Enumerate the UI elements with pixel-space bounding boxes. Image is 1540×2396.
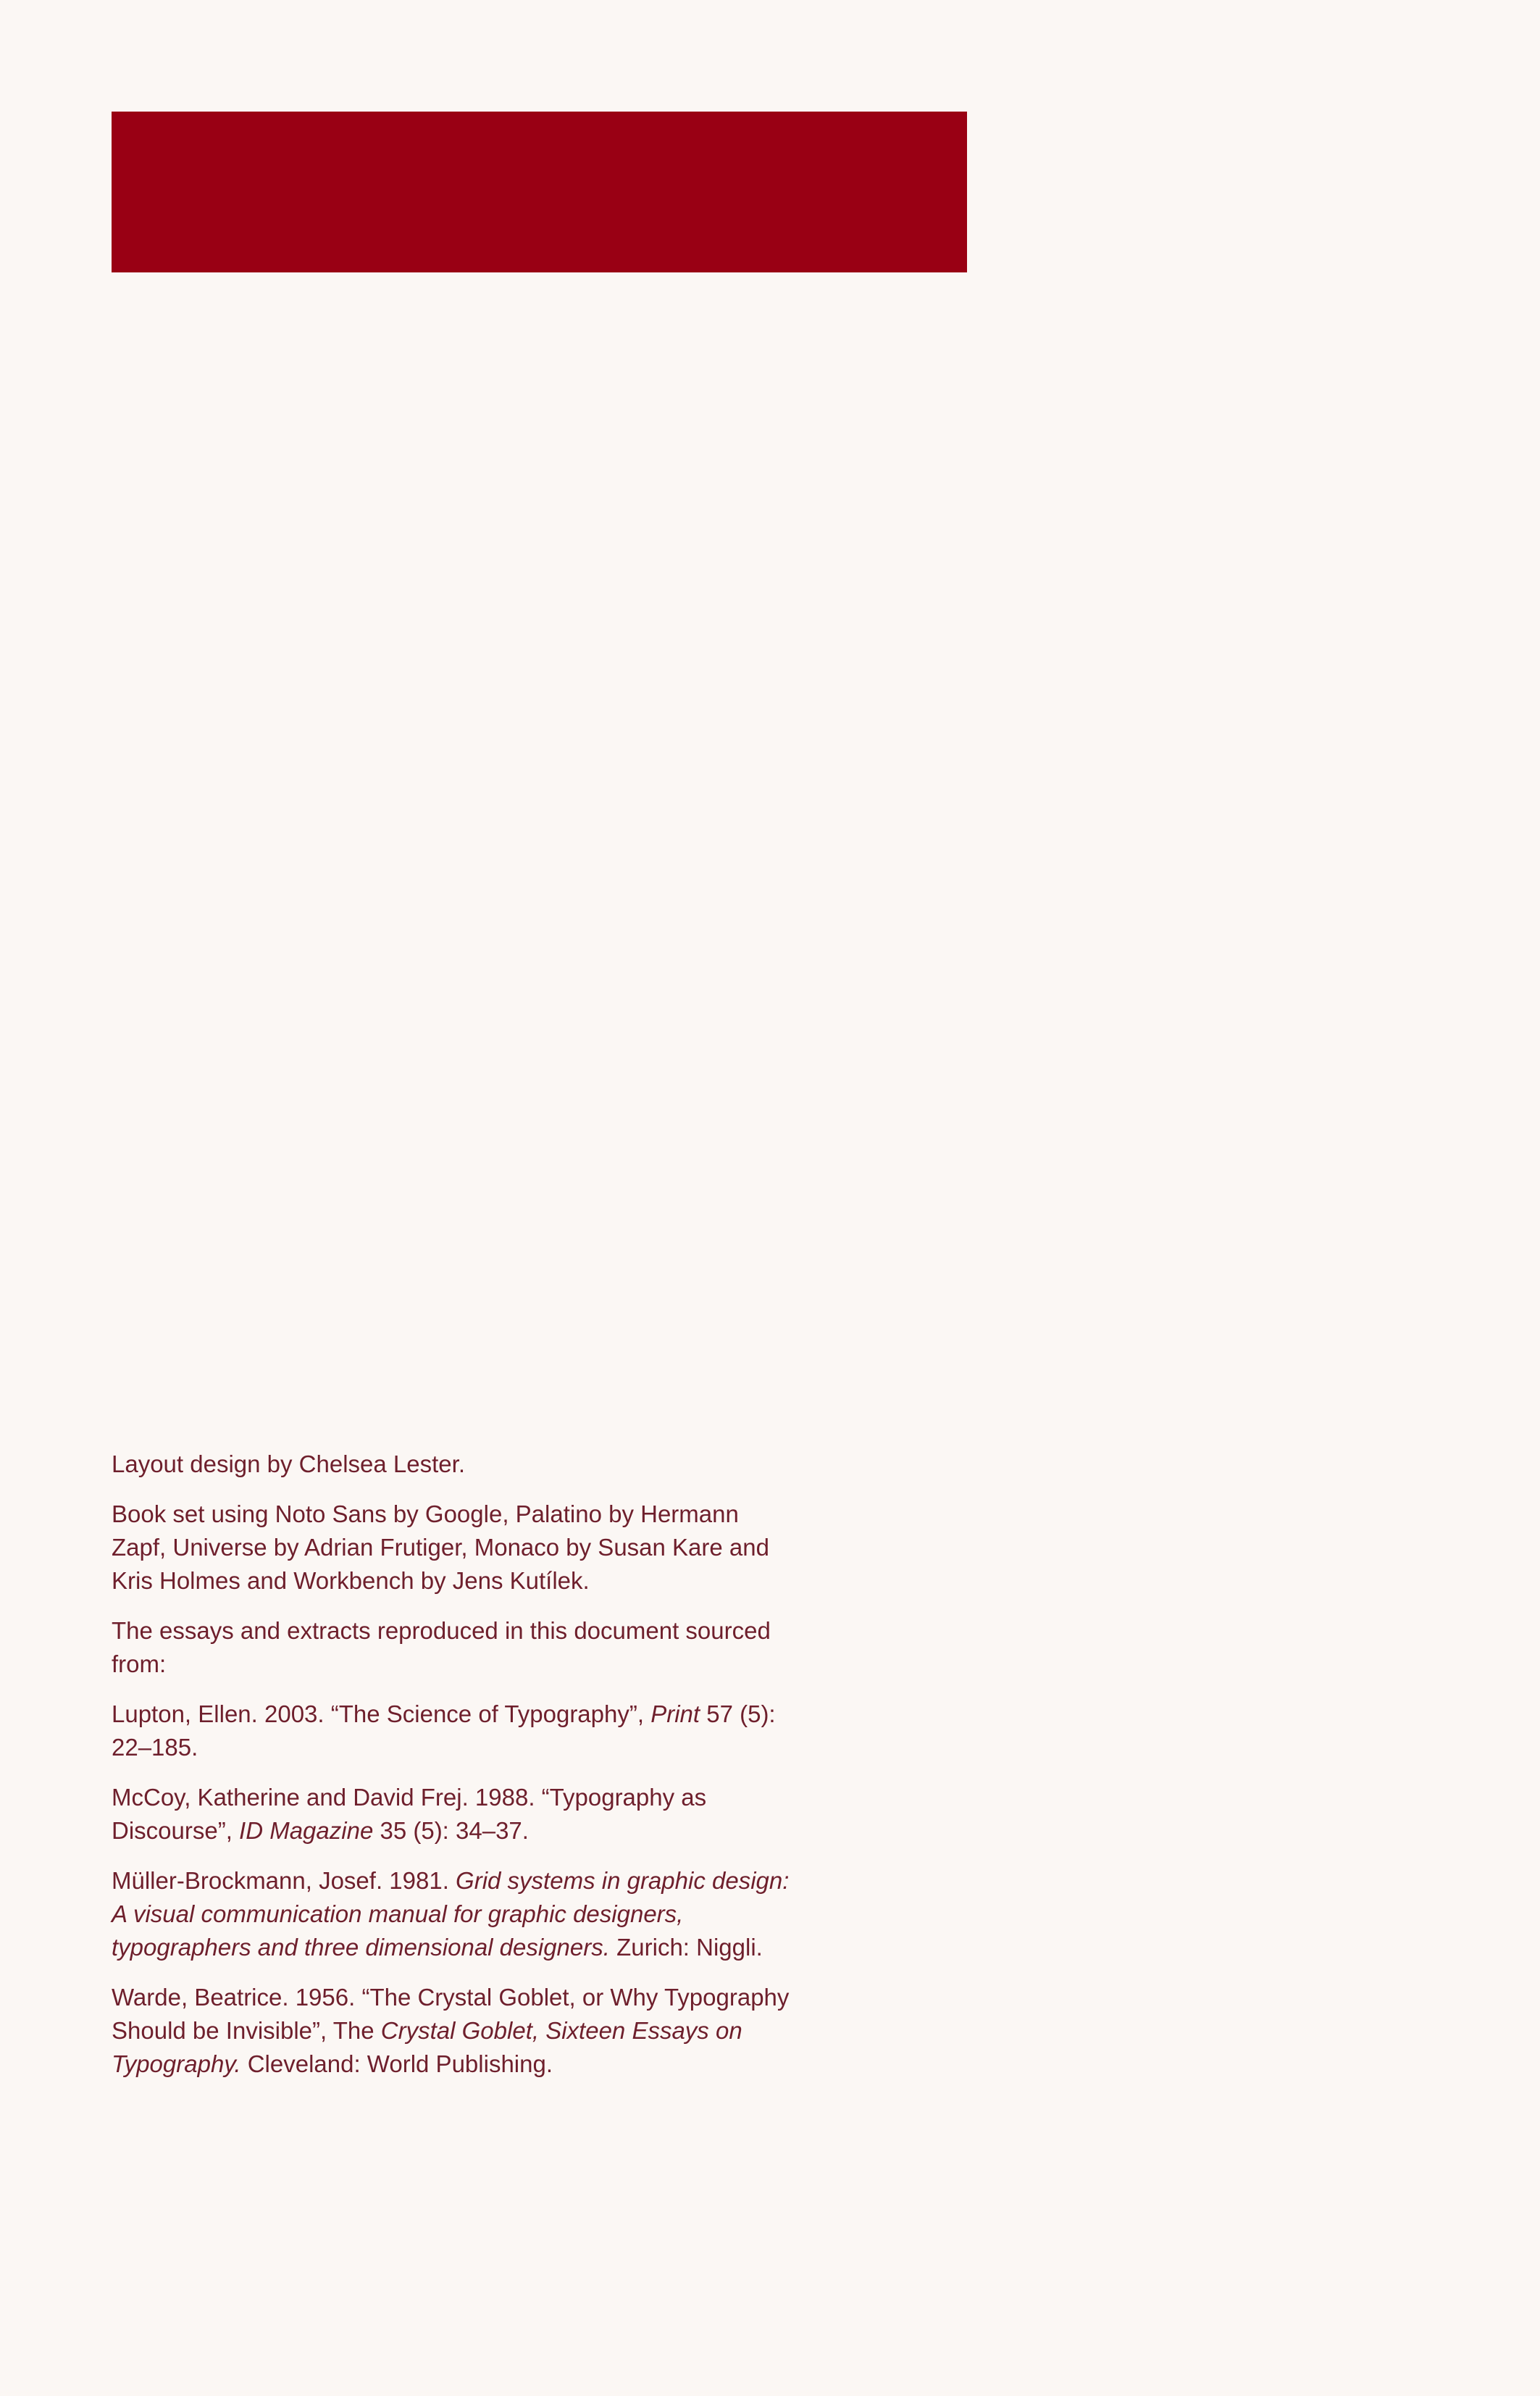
layout-credit: Layout design by Chelsea Lester. — [112, 1450, 465, 1477]
reference-lupton: Lupton, Ellen. 2003. “The Science of Typography”, Print 57 (5): 22–185. — [112, 1700, 776, 1761]
reference-warde: Warde, Beatrice. 1956. “The Crystal Goblet, or Why Typography Should be Invisible”, The Crystal Goblet, Sixteen Essays on Typography. Cleveland: World Publishing. — [112, 1984, 790, 2077]
typeface-credits: Book set using Noto Sans by Google, Palatino by Hermann Zapf, Universe by Adrian Frutiger, Monaco by Susan Kare and Kris Holmes and Workbench by Jens Kutílek. — [112, 1500, 769, 1594]
reference-mccoy: McCoy, Katherine and David Frej. 1988. “Typography as Discourse”, ID Magazine 35 (5): 34–37. — [112, 1784, 707, 1844]
accent-bar — [112, 112, 967, 272]
reference-muller-brockmann: Müller-Brockmann, Josef. 1981. Grid systems in graphic design: A visual communication manual for graphic designers, typographers and three dimensional designers. Zurich: Niggli. — [112, 1867, 790, 1961]
sources-intro: The essays and extracts reproduced in this document sourced from: — [112, 1617, 771, 1677]
colophon — [112, 1448, 792, 2097]
